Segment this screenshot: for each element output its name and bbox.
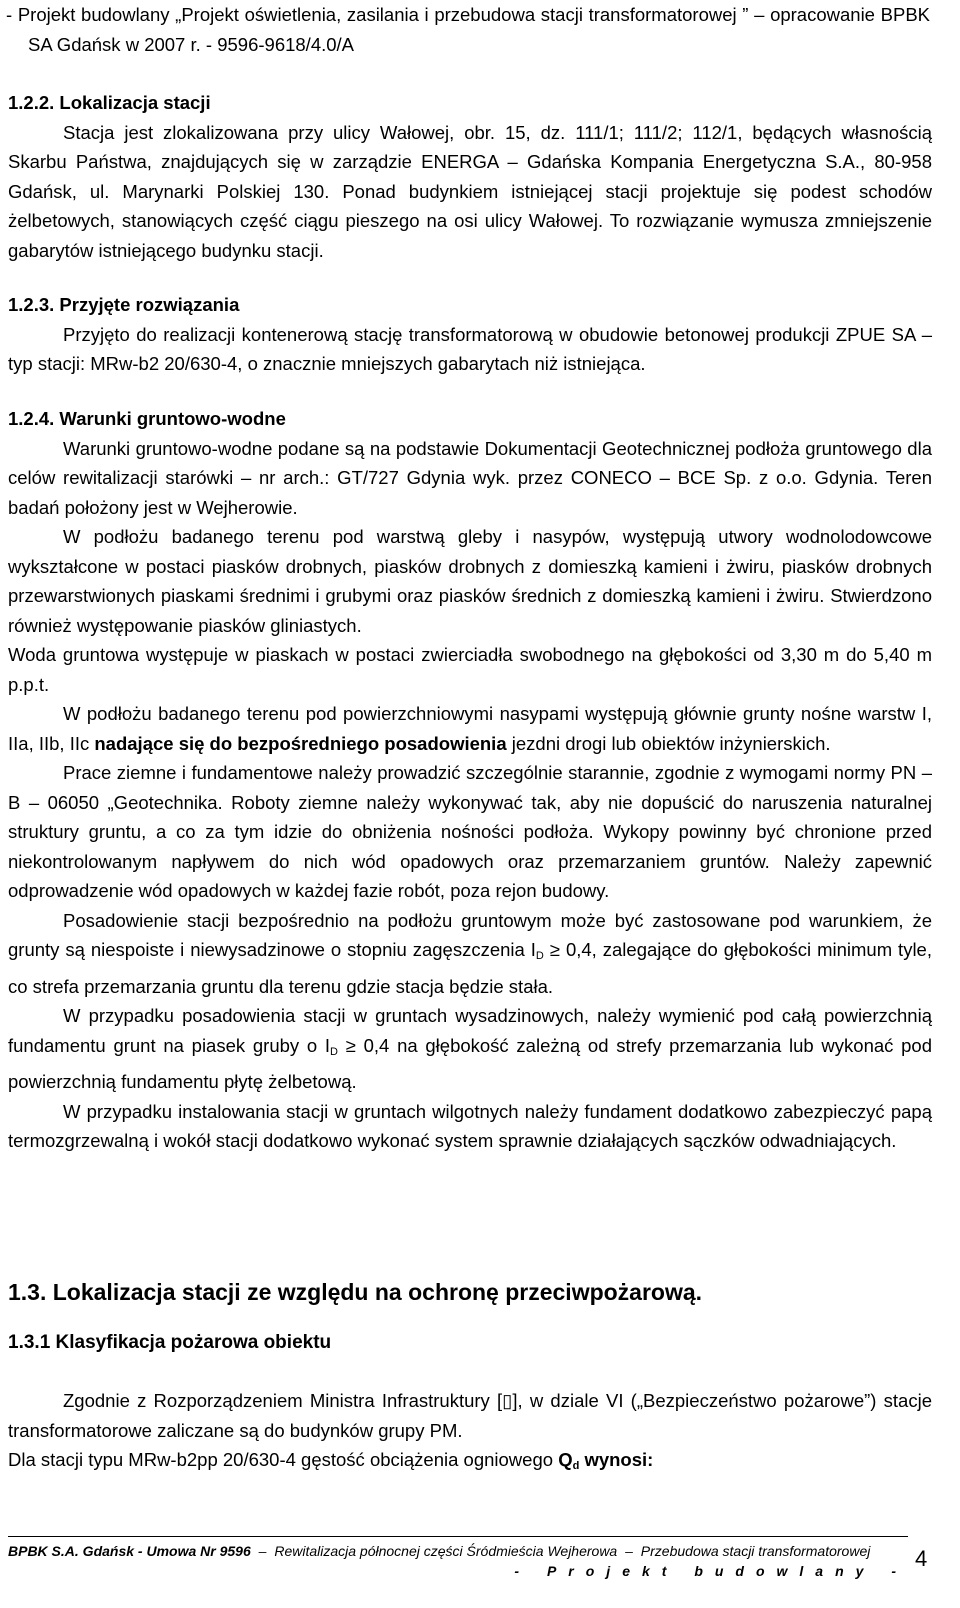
paragraph-geotech-source: Warunki gruntowo-wodne podane są na podstawie Dokumentacji Geotechnicznej podłoża gruntowego dla celów rewitalizacji starówki – nr arch.: GT/727 Gdynia wyk. przez CONECO – BCE Sp. z o.o. Gdynia. Teren badań położony jest w Wejherowie. <box>8 437 932 518</box>
text-run: W podłożu badanego terenu pod powierzchniowymi nasypami występują głównie grunty nośne warstw I, IIa, IIb, IIc <box>8 703 932 754</box>
section-1-3 <box>8 1278 932 1308</box>
section-1-2-4 <box>8 404 932 1156</box>
text-run: ≥ 0,4 na głębokość zależną od strefy przemarzania lub wykonać pod powierzchnią fundamentu płytę żelbetową. <box>8 1034 932 1092</box>
text-run: W przypadku posadowienia stacji w gruntach wysadzinowych, należy wymienić pod całą powierzchnią fundamentu grunt na piasek gruby o I <box>8 1005 932 1056</box>
paragraph-moist-soil: W przypadku instalowania stacji w gruntach wilgotnych należy fundament dodatkowo zabezpieczyć papą termozgrzewalną i wokół stacji dodatkowo wykonać system sprawnie działających sączków odwadniających. <box>8 1100 932 1151</box>
section-title: 1.2.4. Warunki gruntowo-wodne <box>8 408 286 429</box>
section-title: 1.3.1 Klasyfikacja pożarowa obiektu <box>8 1332 332 1353</box>
paragraph-groundwater: Woda gruntowa występuje w piaskach w postaci zwierciadła swobodnego na głębokości od 3,30 m do 5,40 m p.p.t. <box>8 644 932 695</box>
section-1-3-1-body <box>8 1386 932 1482</box>
paragraph-foundation-frost <box>8 1001 932 1097</box>
header-line: - Projekt budowlany „Projekt oświetlenia, zasilania i przebudowa stacji transformatorowej ” – opracowanie BPBK SA Gdańsk w 2007 r. - 9596-9618/4.0/A <box>6 4 930 55</box>
section-text: Stacja jest zlokalizowana przy ulicy Wałowej, obr. 15, dz. 111/1; 111/2; 112/1, będących własnością Skarbu Państwa, znajdujących się w zarządzie ENERGA – Gdańska Kompania Energetyczna S.A., 80-958 Gdańsk, ul. Marynarki Polskiej 130. Ponad budynkiem istniejącej stacji projektuje się podest schodów żelbetowych, stanowiących część ciągu pieszego na osi ulicy Wałowej. To rozwiązanie wymusza zmniejszenie gabarytów istniejącego budynku stacji. <box>8 121 932 261</box>
page-number: 4 <box>915 1546 928 1571</box>
subscript: D <box>535 950 544 962</box>
bold-text-run: nadające się do bezpośredniego posadowienia <box>94 732 507 754</box>
footer-dash: – <box>625 1543 633 1559</box>
footer-scope: Przebudowa stacji transformatorowej <box>640 1543 871 1559</box>
footer-dash: – <box>258 1543 267 1559</box>
section-title: 1.2.2. Lokalizacja stacji <box>8 92 211 113</box>
section-1-3-1 <box>8 1328 932 1358</box>
text-run: wynosi: <box>579 1449 654 1470</box>
paragraph-bearing-soils <box>8 699 932 758</box>
section-1-2-2 <box>8 88 932 265</box>
paragraph-earthworks: Prace ziemne i fundamentowe należy prowadzić szczególnie starannie, zgodnie z wymogami normy PN – B – 06050 „Geotechnika. Roboty ziemne należy wykonywać tak, aby nie dopuścić do naruszenia naturalnej struktury gruntu, a co za tym idzie do obniżenia nośności podłoża. Wykopy powinny być chronione przed niekontrolowanym napływem do nich wód opadowych oraz przemarzaniem gruntów. Należy zapewnić odprowadzenie wód opadowych w każdej fazie robót, poza rejon budowy. <box>8 762 932 901</box>
footer-line <box>8 1541 908 1561</box>
section-title: 1.2.3. Przyjęte rozwiązania <box>8 294 240 315</box>
paragraph-foundation-direct <box>8 906 932 1002</box>
footer-project: Rewitalizacja północnej części Śródmieścia Wejherowa <box>274 1543 618 1559</box>
document-header <box>6 0 930 59</box>
paragraph-soil-layers: W podłożu badanego terenu pod warstwą gleby i nasypów, występują utwory wodnolodowcowe wykształcone w postaci piasków drobnych, piasków drobnych z domieszką kamieni i żwiru, piasków drobnych przewarstwionych piaskami średnimi i grubymi oraz piasków średnich z domieszką kamieni i żwiru. Stwierdzono również występowanie piasków gliniastych. <box>8 526 932 636</box>
subscript: D <box>330 1045 338 1058</box>
text-run: Dla stacji typu MRw-b2pp 20/630-4 gęstość obciążenia ogniowego <box>8 1449 559 1470</box>
page-footer <box>8 1536 908 1581</box>
subscript: d <box>572 1460 580 1472</box>
paragraph-fire-load <box>8 1445 932 1482</box>
chapter-title: 1.3. Lokalizacja stacji ze względu na ochronę przeciwpożarową. <box>8 1279 703 1305</box>
section-1-2-3 <box>8 290 932 379</box>
text-run: ≥ 0,4, zalegające do głębokości minimum tyle, co strefa przemarzania gruntu dla terenu gdzie stacja będzie stała. <box>8 939 932 997</box>
bold-symbol: Q <box>558 1449 573 1470</box>
section-text: Przyjęto do realizacji kontenerową stację transformatorową w obudowie betonowej produkcji ZPUE SA – typ stacji: MRw-b2 20/630-4, o znacznie mniejszych gabarytach niż istniejąca. <box>8 323 932 374</box>
text-run: Posadowienie stacji bezpośrednio na podłożu gruntowym może być zastosowane pod warunkiem, że grunty są niespoiste i niewysadzinowe o stopniu zagęszczenia I <box>8 909 932 960</box>
text-run: jezdni drogi lub obiektów inżynierskich. <box>506 732 831 754</box>
paragraph-fire-class: Zgodnie z Rozporządzeniem Ministra Infrastruktury [▯], w dziale VI („Bezpieczeństwo pożarowe”) stacje transformatorowe zaliczane są do budynków grupy PM. <box>8 1390 932 1441</box>
footer-company: BPBK S.A. Gdańsk - Umowa Nr 9596 <box>8 1543 251 1559</box>
footer-tag: - Projekt budowlany - <box>514 1563 908 1579</box>
